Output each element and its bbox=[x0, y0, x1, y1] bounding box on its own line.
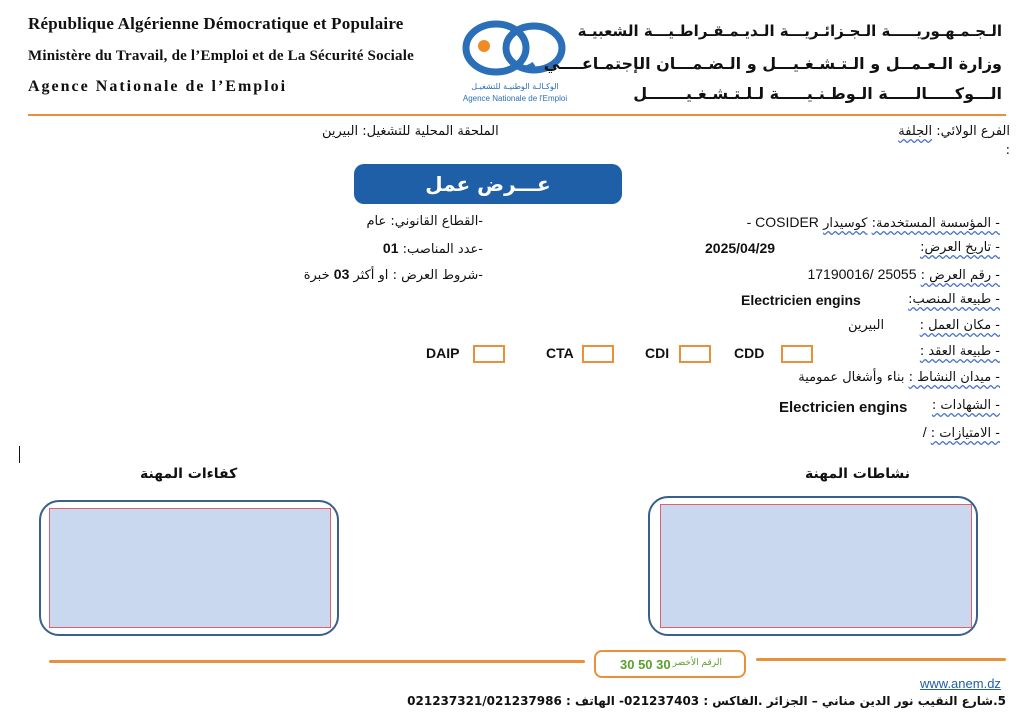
date-value: 2025/04/29 bbox=[705, 240, 776, 256]
posts-row bbox=[383, 240, 483, 257]
date-row bbox=[920, 240, 1000, 255]
employer-row bbox=[747, 214, 1000, 231]
date-label: - تاريخ العرض: bbox=[920, 240, 1000, 255]
contract-row bbox=[920, 344, 1000, 359]
wilaya-branch bbox=[898, 124, 1010, 139]
employer-ar: كوسيدار bbox=[823, 216, 868, 231]
header-fr-line2: Ministère du Travail, de l’Emploi et de La Sécurité Sociale bbox=[28, 48, 414, 64]
post-value: Electricien engins bbox=[741, 292, 861, 308]
conditions-label: -شروط العرض : bbox=[392, 268, 483, 283]
wilaya-label: الفرع الولائي: bbox=[936, 124, 1010, 139]
conditions-row bbox=[304, 266, 483, 283]
privileges-value: / bbox=[922, 424, 927, 440]
logo-fr-text: Agence Nationale de l'Emploi bbox=[462, 94, 568, 103]
green-label: الرقم الأخضر bbox=[672, 658, 722, 668]
activities-box-content bbox=[660, 504, 972, 628]
header-fr-line3: Agence Nationale de l’Emploi bbox=[28, 78, 288, 95]
contract-cdi-label: CDI bbox=[645, 345, 670, 361]
offer-title-box bbox=[354, 164, 622, 204]
green-number: 30 50 30 bbox=[620, 657, 671, 672]
offer-title: عـــرض عمل bbox=[425, 172, 551, 196]
contract-label: - طبيعة العقد : bbox=[919, 344, 1000, 359]
skills-box-content bbox=[49, 508, 331, 628]
post-row bbox=[908, 292, 1000, 307]
number-label: - رقم العرض : bbox=[920, 268, 1000, 283]
footer-line-left bbox=[49, 660, 585, 663]
local-value: البيرين bbox=[322, 124, 359, 139]
employer-label: - المؤسسة المستخدمة: bbox=[871, 216, 1000, 231]
header-ar-line3: الـــوكـــــالـــــة الـوطـنـيـــــة لـلـتـشـغـيـــــــل bbox=[633, 84, 1002, 103]
wilaya-value: الجلفة bbox=[898, 124, 933, 139]
logo-ar-text: الوكـالـة الوطنيـة للتشغيـل bbox=[471, 82, 559, 91]
contract-cdi-checkbox[interactable] bbox=[679, 345, 711, 363]
privileges-label: - الامتيازات : bbox=[930, 426, 1000, 441]
number-value: 25055 /17190016 bbox=[807, 266, 917, 282]
sector-label: -القطاع القانوني: bbox=[390, 214, 483, 229]
conditions-post: خبرة bbox=[303, 268, 330, 283]
number-row bbox=[807, 266, 1000, 283]
sector-value: عام bbox=[366, 214, 387, 229]
contract-cdd-label: CDD bbox=[734, 345, 765, 361]
local-label: الملحقة المحلية للتشغيل: bbox=[362, 124, 499, 139]
place-label: - مكان العمل : bbox=[919, 318, 1000, 333]
skills-heading: كفاءات المهنة bbox=[140, 466, 238, 482]
posts-value: 01 bbox=[382, 240, 399, 256]
green-number-badge bbox=[594, 650, 746, 678]
contract-cta-checkbox[interactable] bbox=[582, 345, 614, 363]
skills-box[interactable] bbox=[39, 500, 339, 636]
contract-cta-label: CTA bbox=[546, 345, 574, 361]
posts-label: -عدد المناصب: bbox=[402, 242, 483, 257]
place-value: البيرين bbox=[848, 318, 885, 333]
header-fr-line1: République Algérienne Démocratique et Populaire bbox=[28, 14, 404, 33]
diplomas-label: - الشهادات : bbox=[931, 398, 1000, 413]
contract-daip-label: DAIP bbox=[426, 345, 460, 361]
header-divider bbox=[28, 114, 1006, 116]
sector-row bbox=[366, 214, 483, 229]
activities-box[interactable] bbox=[648, 496, 978, 636]
conditions-num: 03 bbox=[333, 266, 350, 282]
local-branch bbox=[322, 124, 499, 139]
website-link[interactable]: www.anem.dz bbox=[920, 676, 1001, 691]
activity-label: - ميدان النشاط : bbox=[908, 370, 1000, 385]
activities-heading: نشاطات المهنة bbox=[805, 466, 911, 482]
contract-cdd-checkbox[interactable] bbox=[781, 345, 813, 363]
header-ar-line1: الـجـمـهـوريـــــة الـجـزائـريـــة الـديـمـقـراطـيـــة الشعبيـة bbox=[577, 22, 1002, 40]
place-row bbox=[920, 318, 1000, 333]
activity-value: بناء وأشغال عمومية bbox=[798, 370, 905, 385]
activity-row bbox=[798, 370, 1000, 385]
text-cursor bbox=[19, 446, 20, 463]
footer-line-right bbox=[756, 658, 1006, 661]
post-label: - طبيعة المنصب: bbox=[908, 292, 1000, 307]
employer-fr: COSIDER - bbox=[746, 214, 819, 230]
header-ar-line2: وزارة الـعـمــل و الـتـشـغـيـــل و الـضـمـــان الإجتمـاعــــي bbox=[543, 54, 1002, 73]
branch-extra: : bbox=[1005, 143, 1010, 158]
diplomas-value: Electricien engins bbox=[779, 399, 908, 416]
contract-daip-checkbox[interactable] bbox=[473, 345, 505, 363]
diplomas-row bbox=[932, 398, 1000, 413]
privileges-row bbox=[923, 424, 1000, 441]
conditions-pre: او أكثر bbox=[353, 268, 389, 283]
footer-address: 5.شارع النقيب نور الدين مناني – الجزائر .الفاكس : 021237403- الهاتف : 021237321/021237986 bbox=[407, 694, 1006, 708]
